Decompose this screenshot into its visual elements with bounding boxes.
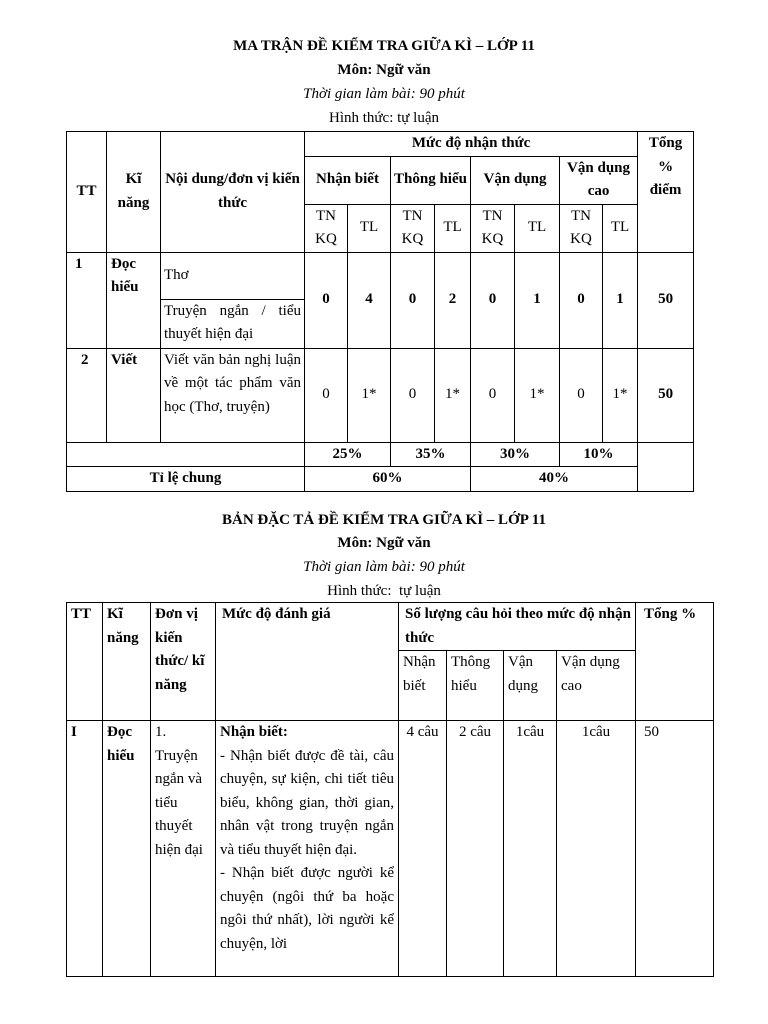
row1-tt: 1 bbox=[67, 252, 107, 348]
matrix-time: Thời gian làm bài: 90 phút bbox=[303, 86, 465, 102]
percent-apply-high: 10% bbox=[560, 442, 638, 467]
matrix-table bbox=[66, 131, 694, 492]
row2-value: 0 bbox=[305, 348, 348, 442]
row1-skill: Đọc hiểu bbox=[107, 252, 161, 348]
header-tnkq: TN KQ bbox=[560, 204, 603, 252]
spec-header-apply: Vận dụng bbox=[504, 651, 557, 721]
row2-skill: Viết bbox=[107, 348, 161, 442]
header-tl: TL bbox=[348, 204, 391, 252]
row2-value: 0 bbox=[560, 348, 603, 442]
assess-heading: Nhận biết: bbox=[220, 724, 288, 740]
spec-subject: Môn: Ngữ văn bbox=[337, 535, 431, 551]
spec-header-understand: Thông hiểu bbox=[447, 651, 504, 721]
spec-header-assess: Mức độ đánh giá bbox=[216, 603, 399, 721]
row2-value: 1* bbox=[348, 348, 391, 442]
row1-total: 50 bbox=[638, 252, 694, 348]
row2-tt: 2 bbox=[67, 348, 107, 442]
row1-value: 0 bbox=[560, 252, 603, 348]
matrix-title: MA TRẬN ĐỀ KIỂM TRA GIỮA KÌ – LỚP 11 bbox=[233, 38, 535, 54]
row1-value: 1 bbox=[603, 252, 638, 348]
assess-item: - Nhận biết được đề tài, câu chuyện, sự kiện, chi tiết tiêu biểu, không gian, thời gian, nhân vật trong truyện ngắn và tiểu thuyết hiện đại. bbox=[220, 747, 394, 858]
row2-value: 0 bbox=[471, 348, 515, 442]
row2-value: 1* bbox=[435, 348, 471, 442]
header-tl: TL bbox=[435, 204, 471, 252]
row2-value: 1* bbox=[515, 348, 560, 442]
spec-header-skill: Kĩ năng bbox=[103, 603, 151, 721]
spec-count-apply: 1câu bbox=[504, 721, 557, 977]
spec-row-unit: 1. Truyện ngắn và tiểu thuyết hiện đại bbox=[151, 721, 216, 977]
ratio-value: 60% bbox=[305, 467, 471, 492]
header-apply-high: Vận dụng cao bbox=[560, 156, 638, 204]
header-apply: Vận dụng bbox=[471, 156, 560, 204]
spec-header-apply-high: Vận dụng cao bbox=[557, 651, 636, 721]
spec-header-count: Số lượng câu hỏi theo mức độ nhận thức bbox=[399, 603, 636, 651]
spec-header-tt: TT bbox=[67, 603, 103, 721]
ratio-value: 40% bbox=[471, 467, 638, 492]
percent-recognize: 25% bbox=[305, 442, 391, 467]
header-tt: TT bbox=[67, 132, 107, 253]
spec-row-total: 50 bbox=[636, 721, 714, 977]
row2-value: 0 bbox=[391, 348, 435, 442]
spec-table bbox=[66, 602, 714, 977]
spec-row-assess bbox=[216, 721, 399, 977]
matrix-subject: Môn: Ngữ văn bbox=[337, 62, 431, 78]
percent-apply: 30% bbox=[471, 442, 560, 467]
row2-total: 50 bbox=[638, 348, 694, 442]
header-tnkq: TN KQ bbox=[471, 204, 515, 252]
row1-content-story: Truyện ngắn / tiểu thuyết hiện đại bbox=[161, 299, 305, 348]
spec-form: Hình thức: tự luận bbox=[327, 583, 441, 599]
row1-value: 0 bbox=[471, 252, 515, 348]
row1-value: 0 bbox=[391, 252, 435, 348]
header-tl: TL bbox=[603, 204, 638, 252]
spec-header-total: Tổng % bbox=[636, 603, 714, 721]
header-tnkq: TN KQ bbox=[391, 204, 435, 252]
spec-row-tt: I bbox=[67, 721, 103, 977]
header-understand: Thông hiểu bbox=[391, 156, 471, 204]
row1-content-poetry: Thơ bbox=[161, 252, 305, 299]
spec-title: BẢN ĐẶC TẢ ĐỀ KIỂM TRA GIỮA KÌ – LỚP 11 bbox=[222, 512, 546, 528]
row2-value: 1* bbox=[603, 348, 638, 442]
row1-value: 4 bbox=[348, 252, 391, 348]
header-level: Mức độ nhận thức bbox=[305, 132, 638, 157]
header-content: Nội dung/đơn vị kiến thức bbox=[161, 132, 305, 253]
row1-value: 1 bbox=[515, 252, 560, 348]
matrix-form: Hình thức: tự luận bbox=[329, 110, 439, 126]
spec-count-apply-high: 1câu bbox=[557, 721, 636, 977]
row1-value: 2 bbox=[435, 252, 471, 348]
spec-header-recognize: Nhận biết bbox=[399, 651, 447, 721]
header-skill: Kĩ năng bbox=[107, 132, 161, 253]
header-tnkq: TN KQ bbox=[305, 204, 348, 252]
row1-value: 0 bbox=[305, 252, 348, 348]
header-total: Tổng % điểm bbox=[638, 132, 694, 253]
percent-understand: 35% bbox=[391, 442, 471, 467]
assess-item: - Nhận biết được người kể chuyện (ngôi thứ ba hoặc ngôi thứ nhất), lời người kể chuyện, lời bbox=[220, 865, 394, 952]
row2-content: Viết văn bản nghị luận về một tác phẩm văn học (Thơ, truyện) bbox=[161, 348, 305, 442]
spec-count-understand: 2 câu bbox=[447, 721, 504, 977]
spec-header-unit: Đơn vị kiến thức/ kĩ năng bbox=[151, 603, 216, 721]
spec-count-recognize: 4 câu bbox=[399, 721, 447, 977]
spec-row-skill: Đọc hiểu bbox=[103, 721, 151, 977]
spec-time: Thời gian làm bài: 90 phút bbox=[303, 559, 465, 575]
ratio-label: Tỉ lệ chung bbox=[67, 467, 305, 492]
header-recognize: Nhận biết bbox=[305, 156, 391, 204]
header-tl: TL bbox=[515, 204, 560, 252]
